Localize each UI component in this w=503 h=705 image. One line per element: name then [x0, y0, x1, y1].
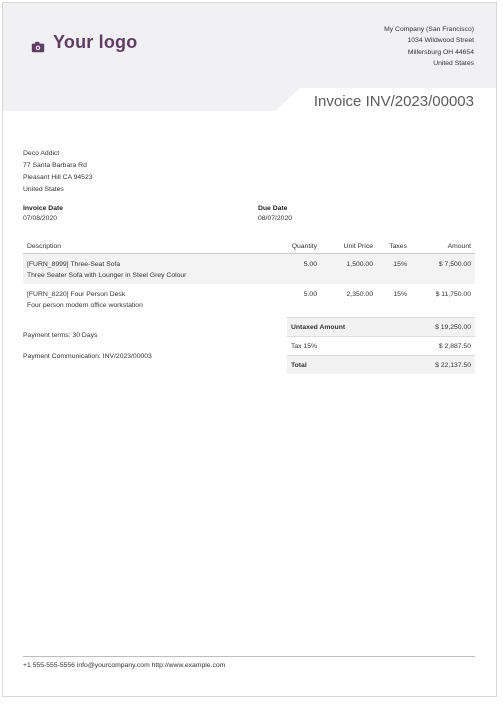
- payment-info: [23, 330, 152, 372]
- company-line: 1034 Wildwood Street: [407, 37, 474, 45]
- logo-text: Your logo: [53, 32, 138, 52]
- camera-icon: [31, 37, 45, 49]
- customer-line: 77 Santa Barbara Rd: [23, 162, 87, 169]
- line-amount: $ 11,750.00: [435, 291, 471, 298]
- line-product: [FURN_8999] Three-Seat Sofa: [27, 261, 121, 268]
- invoice-date-value: 07/08/2020: [23, 215, 58, 222]
- total-row: [287, 355, 475, 374]
- invoice-title: Invoice INV/2023/00003: [313, 93, 474, 110]
- payment-communication: Payment Communication: INV/2023/00003: [23, 353, 152, 360]
- total-label: Total: [291, 361, 307, 369]
- line-amount: $ 7,500.00: [438, 261, 471, 268]
- invoice-page: [2, 2, 497, 697]
- line-quantity: 5.00: [303, 291, 317, 298]
- untaxed-value: $ 19,250.00: [435, 323, 471, 331]
- table-row: [23, 254, 475, 284]
- company-line: United States: [433, 60, 474, 68]
- invoice-date-label: Invoice Date: [23, 205, 64, 212]
- line-unit-price: 1,500.00: [346, 261, 373, 268]
- company-line: Millersburg OH 44654: [407, 48, 474, 56]
- footer-contact: +1 555-555-5556 info@yourcompany.com http://www.example.com: [23, 662, 226, 669]
- customer-line: Deco Addict: [23, 150, 60, 157]
- footer-divider: [23, 656, 475, 657]
- totals-box: [287, 317, 475, 374]
- due-date-value: 08/07/2020: [258, 215, 293, 222]
- customer-address: [23, 148, 93, 196]
- line-description: [23, 289, 281, 311]
- due-date-label: Due Date: [258, 205, 288, 212]
- header-amount: Amount: [447, 243, 471, 250]
- header-taxes: Taxes: [389, 243, 407, 250]
- company-line: My Company (San Francisco): [384, 26, 474, 33]
- line-quantity: 5.00: [303, 261, 317, 268]
- invoice-date-block: [23, 204, 63, 224]
- header-quantity: Quantity: [291, 243, 317, 250]
- line-product-detail: Three Seater Sofa with Lounger in Steel Grey Colour: [27, 272, 187, 279]
- customer-line: United States: [23, 186, 64, 193]
- table-header: [23, 240, 475, 254]
- tax-label: Tax 15%: [291, 342, 318, 350]
- line-taxes: 15%: [393, 291, 407, 298]
- due-date-block: [258, 204, 292, 224]
- line-product-detail: Four person modern office workstation: [27, 302, 143, 309]
- tax-row: [287, 336, 475, 355]
- untaxed-label: Untaxed Amount: [291, 323, 346, 331]
- line-taxes: 15%: [393, 261, 407, 268]
- company-logo: [31, 32, 137, 53]
- invoice-lines-table: [23, 240, 475, 314]
- line-description: [23, 259, 281, 281]
- tax-value: $ 2,887.50: [438, 342, 471, 350]
- header-description: Description: [27, 243, 61, 250]
- table-row: [23, 284, 475, 314]
- invoice-dates: [23, 204, 473, 234]
- company-address: [384, 24, 474, 70]
- header-unit-price: Unit Price: [343, 243, 373, 250]
- payment-terms: Payment terms: 30 Days: [23, 332, 98, 339]
- total-value: $ 22,137.50: [435, 361, 471, 369]
- line-product: [FURN_8220] Four Person Desk: [27, 291, 126, 298]
- untaxed-amount-row: [287, 317, 475, 336]
- customer-line: Pleasant Hill CA 94523: [23, 174, 93, 181]
- line-unit-price: 2,350.00: [346, 291, 373, 298]
